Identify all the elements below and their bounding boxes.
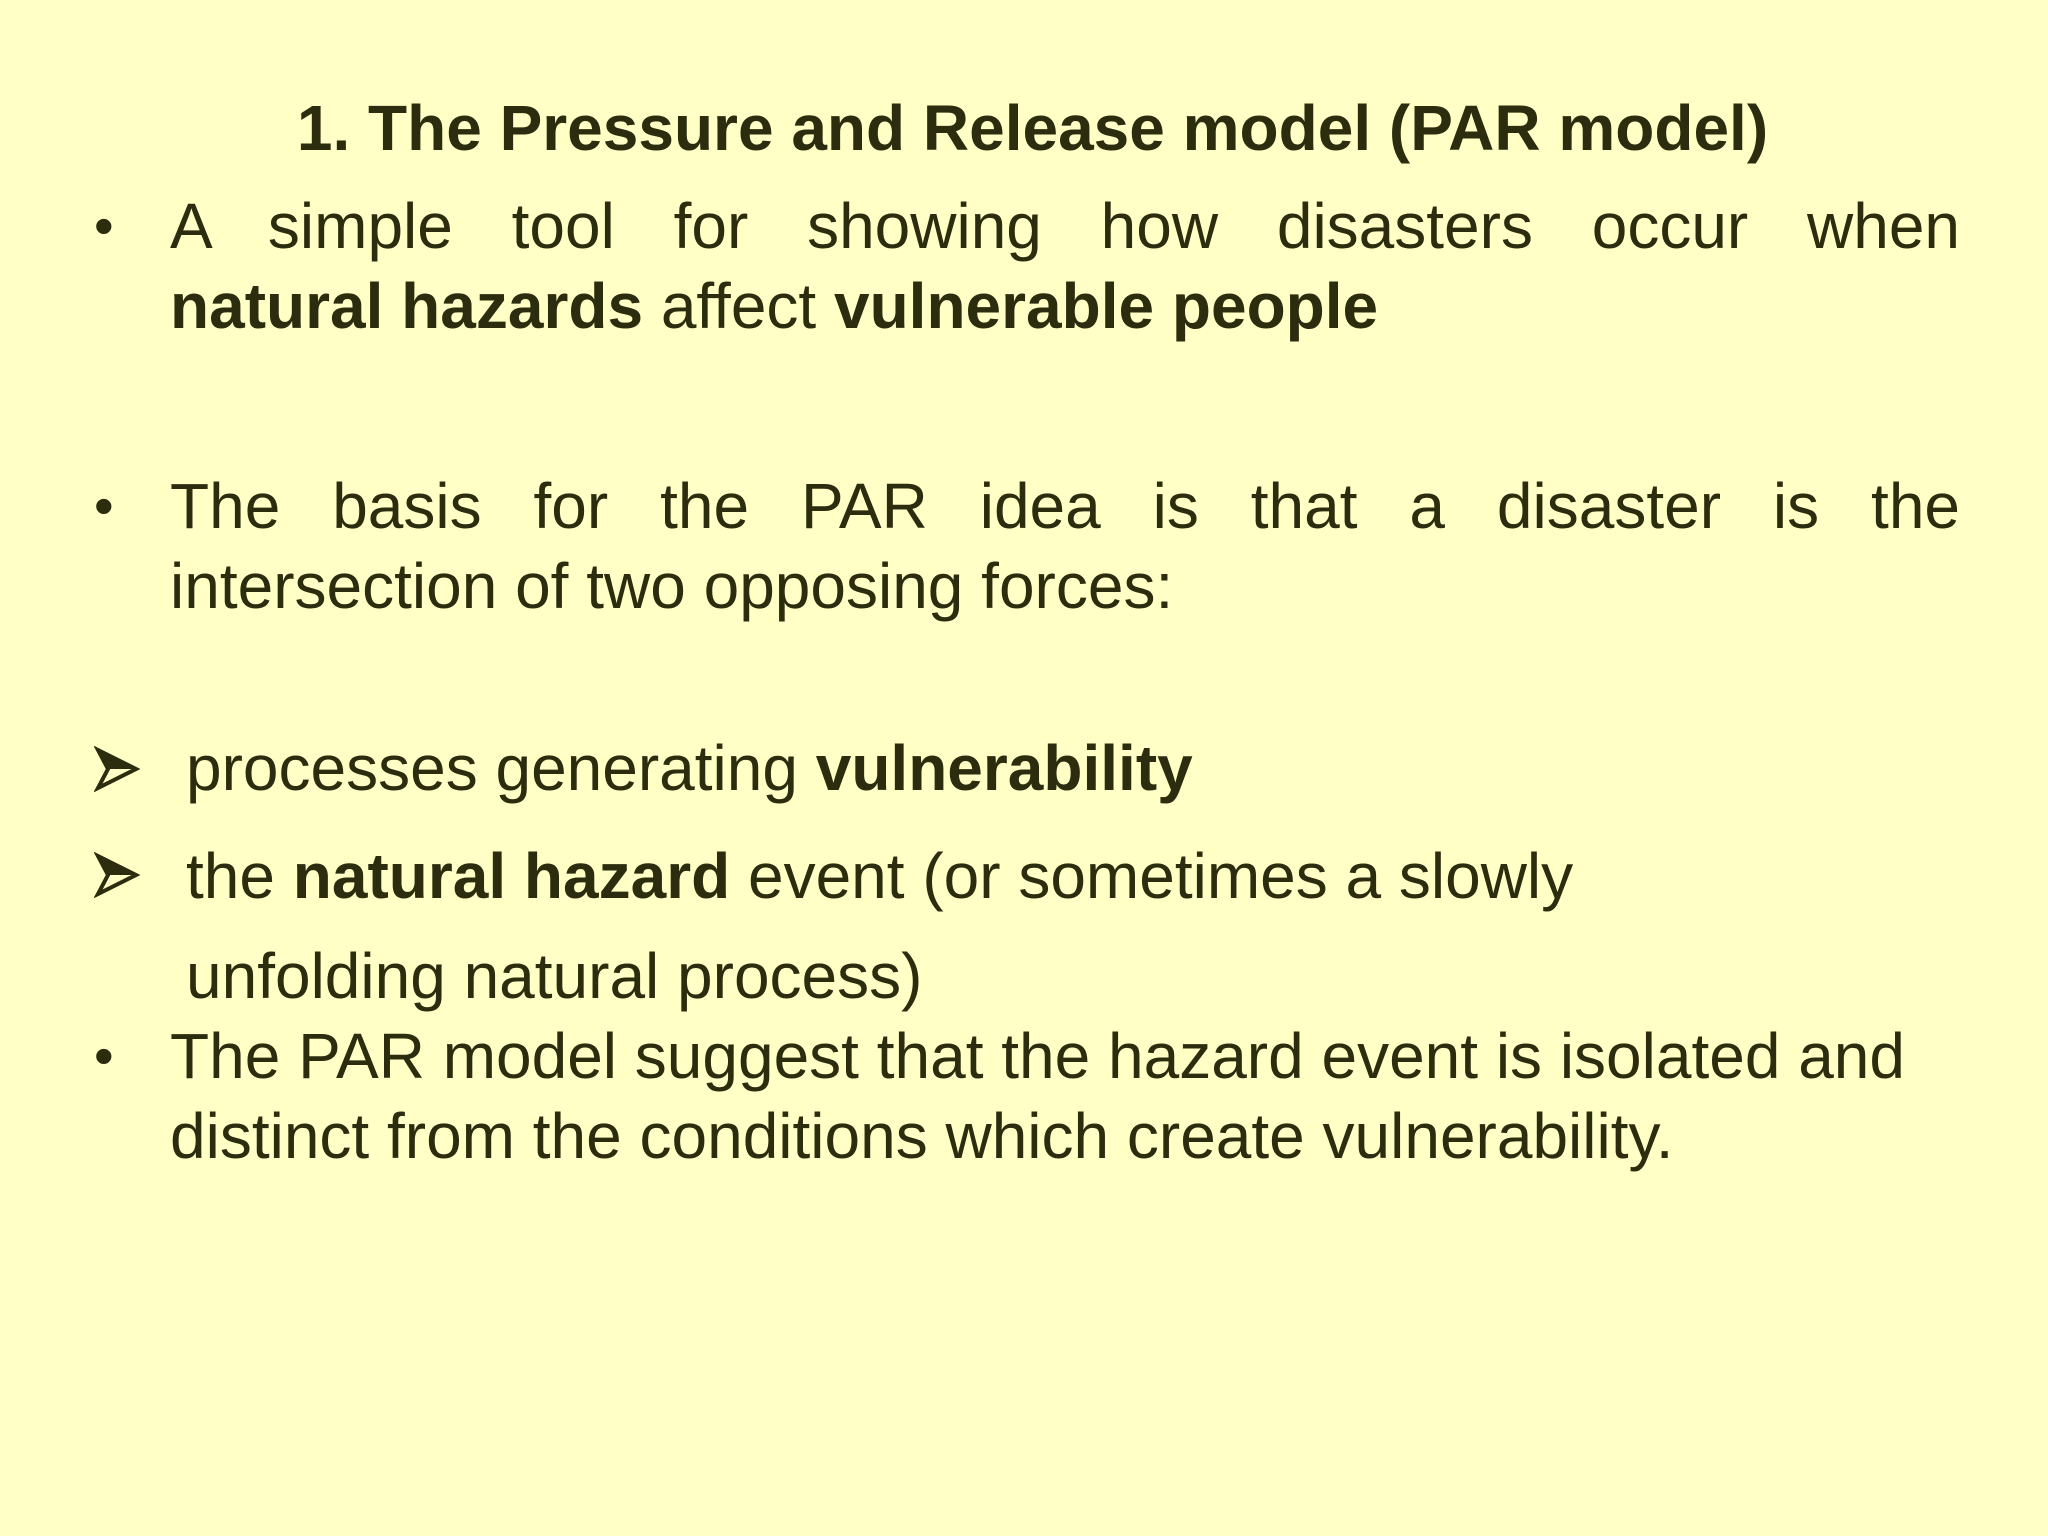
arrow-line <box>186 728 1193 808</box>
arrow-line <box>186 826 1573 926</box>
bullet-line <box>170 266 1960 346</box>
arrow-bullet-icon <box>94 826 140 926</box>
bullet-line: The PAR model suggest that the hazard event is isolated and <box>170 1020 1905 1092</box>
arrow-bullet-icon <box>94 728 140 810</box>
text-run: processes generating <box>186 732 816 804</box>
bullet-text <box>170 186 1960 346</box>
emphasis: natural hazards <box>170 270 644 342</box>
arrow-item-text <box>186 728 1193 808</box>
bullet-marker: • <box>94 1024 114 1087</box>
bullet-line: The basis for the PAR idea is that a disaster is the <box>170 470 1960 542</box>
emphasis: natural hazard <box>292 840 731 912</box>
bullet-text <box>170 1016 1905 1176</box>
bullet-line: A simple tool for showing how disasters occur when <box>170 190 1960 262</box>
slide-title: 1. The Pressure and Release model (PAR model) <box>296 92 1769 164</box>
text-run: the <box>186 840 293 912</box>
text-run: event (or sometimes a slowly <box>730 840 1574 912</box>
arrow-line: unfolding natural process) <box>186 940 923 1012</box>
bullet-line: intersection of two opposing forces: <box>170 550 1174 622</box>
bullet-marker: • <box>94 474 114 537</box>
bullet-line: distinct from the conditions which create vulnerability. <box>170 1100 1674 1172</box>
emphasis: vulnerable people <box>833 270 1379 342</box>
bullet-text <box>170 466 1960 626</box>
text-run: affect <box>643 270 834 342</box>
emphasis: vulnerability <box>815 732 1193 804</box>
arrow-item-text <box>186 826 1573 1026</box>
bullet-marker: • <box>94 194 114 257</box>
